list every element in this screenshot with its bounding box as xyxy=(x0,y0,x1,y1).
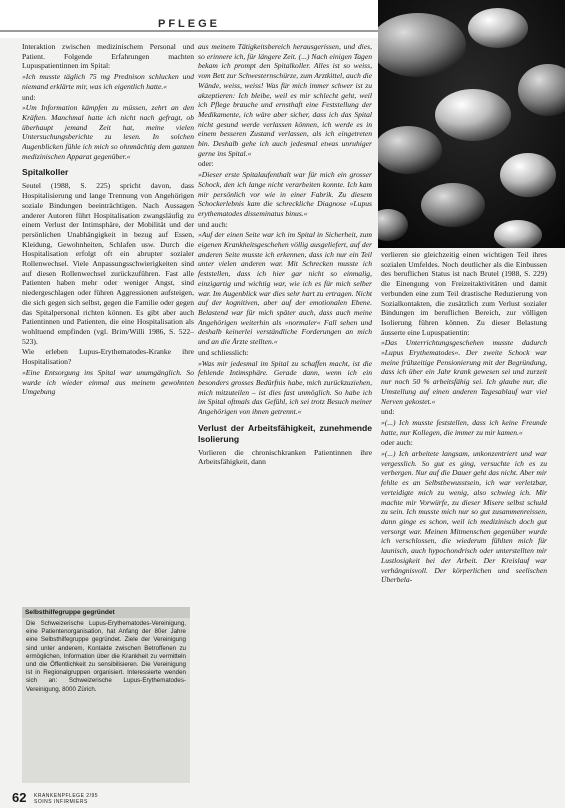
connector-text: und: xyxy=(381,407,395,417)
subheading-arbeitsfaehigkeit: Verlust der Arbeitsfähigkeit, zunehmende Isolierung xyxy=(198,422,372,444)
connector-text: und auch: xyxy=(198,219,228,229)
paragraph: Wie erleben Lupus-Erythematodes-Kranke ihre Hospitalisation? xyxy=(22,347,194,367)
paragraph: Seutel (1988, S. 225) spricht davon, dass Hospitalisierung und lange Trennung von Angehörigen soziale Bindungen beeinträchtigen. Nach Aussagen anderer Autoren führt Hospitalisation zwangsläufig zu einem Verlust der Intimsphäre, der Mobilität und der persönlichen Unabhängigkeit in bezug auf Essen, Kleidung, Gewohnheiten, Schlafen usw. Durch die Hospitalisation erfolgt oft ein abrupter sozialer Rollenwechsel. Viele Anpassungsschwierigkeiten sind auf diesen Rollenwechsel zurückzuführen. Fast alle Patienten haben mehr oder weniger Angst, sind niedergeschlagen oder führen Aggressionen aufsteigen, die sich gegen sich selbst, gegen die Familie oder gegen das Spitalpersonal richten können. Es gibt aber auch Patientinnen und Patienten, die eine Hospitalisation als wohltuend empfinden (vgl. Brim/Willi 1986, S. 522–523). xyxy=(22,181,194,346)
magazine-name-line: KRANKENPFLEGE 2/95 xyxy=(34,793,99,799)
connector-text: oder: xyxy=(198,159,214,169)
magazine-name xyxy=(34,793,98,805)
column-3 xyxy=(381,250,547,790)
quote: »(...) Ich arbeitete langsam, unkonzentriert und war vergesslich. So gut es ging, versuchte ich es zu verbergen. Nur auf die Dauer geht das nicht. Aber mir fehlte es an Selbstbewusstsein, ich war verletzbar, verteidigte mich zu wenig, also schwieg ich. Mir machte mir Vorwürfe, zu dieser Misere selbst schuld zu sein. Ich musste mich nur so gut zusammenreissen, dann ginge es schon, weil ich medizinisch doch gut versorgt war. Meinen Mitmenschen gegenüber wurde ich verschlossen, die wiederum fühlten mich für launisch, auch hypochondrisch oder unterstellten mir Lustlosigkeit bei der Arbeit. Der Kreislauf war verhängnisvoll. Der körperlichen und seelischen Überbela- xyxy=(381,449,547,585)
quote: »Das Unterrichtungsgeschehen musste dadurch »Lupus Erythematodes«. Der zweite Schock war meine frühzeitige Pensionierung mit der Begründung, dass ich über ein Jahr krank gewesen sei und zurzeit nur noch 50 % arbeitsfähig sei. Ich glaube nur, die Umstellung auf einen anderen Tagesablauf war viel Nerven gekostet.« xyxy=(381,338,547,406)
paragraph: Interaktion zwischen medizinischem Personal und Patient. Folgende Erfahrungen machten Lupuspatientinnen im Spital: xyxy=(22,42,194,71)
quote: »Dieser erste Spitalaufenthalt war für mich ein grosser Schock, den ich lange nicht verarbeiten konnte. Ich kam mir persönlich vor wie in einer Fabrik. Zu diesem Schockerlebnis kam die schreckliche Diagnose »Lupus erythematodes disseminatus binus.« xyxy=(198,170,372,218)
info-box-text: Die Schweizerische Lupus-Erythematodes-Vereinigung, eine Patientenorganisation, hat Anfang der 80er Jahre eine Selbsthilfegruppe gegründet. Ziele der Vereinigung sind unter anderem, Kontakte zwischen Betroffenen zu ermöglichen, Information über die Krankheit zu vermitteln und die Öffentlichkeit zu sensibilisieren. Die Vereinigung ist in Regionalgruppen organisiert. Interessierte wenden sich an: Schweizerische Lupus-Erythematodes-Vereinigung, 8000 Zürich. xyxy=(26,620,186,693)
header-rule xyxy=(0,30,378,32)
connector-text: oder auch: xyxy=(381,438,413,448)
footer xyxy=(12,790,372,806)
section-label: PFLEGE xyxy=(157,18,220,30)
magazine-name-line: SOINS INFIRMIERS xyxy=(34,799,88,805)
connector-text: und schliesslich: xyxy=(198,347,249,357)
info-box-title: Selbsthilfegruppe gegründet xyxy=(22,607,190,618)
paragraph: Vorlieren die chronischkranken Patientinnen ihre Arbeitsfähigkeit, dann xyxy=(198,447,372,467)
quote: »Ich musste täglich 75 mg Prednison schlucken und niemand erklärte mir, was ich eigentlich hatte.« xyxy=(22,72,194,91)
quote: »Auf der einen Seite war ich im Spital in Sicherheit, zum eigenen Krankheitsgeschehen völlig ausgeliefert, auf der anderen Seite musste ich erkennen, dass ich nur ein Teil unter vielen anderen war. Mit Schrecken musste ich feststellen, dass ich hier gar nicht so einmalig, einzigartig und wichtig war, wie ich es für mich selber war. Im Augenblick war dies sehr hart zu ertragen. Nicht auf der kognitiven, aber auf der emotionalen Ebene. Belastend war für mich später auch, dass auch meine Angehörigen weiterhin als »normaler« Fall sehen und deshalb keinerlei verständliche Forderungen an mich und an die Ärzte stellten.« xyxy=(198,230,372,347)
column-2 xyxy=(198,42,372,787)
connector-text: und: xyxy=(22,92,36,102)
info-box xyxy=(22,607,190,783)
pills-photo-graphic xyxy=(378,0,565,248)
subheading-spitalkoller: Spitalkoller xyxy=(22,167,69,178)
pills-photo xyxy=(378,0,565,248)
quote: »Was mir jedesmal im Spital zu schaffen macht, ist die fehlende Intimsphäre. Gerade dann, wenn ich ein besonders grosses Bedürfnis habe, mich zurückzuziehen, mich mitzuteilen – ist dies fast unmöglich. So habe ich im Spital oftmals das Gefühl, ich sei trotz Besuch meiner Angehörigen von ihnen getrennt.« xyxy=(198,358,372,417)
quote: »Um Information kämpfen zu müssen, zehrt an den Kräften. Manchmal hatte ich nicht nach gefragt, ob überhaupt jemand Zeit hat, meine vielen Untersuchungsberichte zu lesen. In solchen Augenblicken fühle ich mich so ohnmächtig dem ganzen medizinischen Apparat gegenüber.« xyxy=(22,103,194,161)
paragraph: verlieren sie gleichzeitig einen wichtigen Teil ihres sozialen Umfeldes. Noch deutlicher als die Einbussen des beruflichen Status ist nach Brutel (1988, S. 229) die Einengung von Freizeitaktivitäten und damit verbunden eine zum Teil drastische Reduzierung von Sozialkontakten, die zusätzlich zum Verlust sozialer Bindungen im beruflichen Bereich, zur völligen Isolierung führen können. Zu dieser Belastung äusserte eine Lupuspatientin: xyxy=(381,250,547,337)
quote: »Eine Entsorgung ins Spital war unumgänglich. So wurde ich wieder einmal aus meinem gewohnten Umgebung xyxy=(22,367,194,397)
page-number: 62 xyxy=(12,790,27,805)
quote: »(...) Ich musste feststellen, dass ich keine Freunde hatte, nur Kollegen, die immer zu mir kamen.« xyxy=(381,417,547,437)
column-1 xyxy=(22,42,194,542)
quote: aus meinem Tätigkeitsbereich herausgerissen, und dies, so erinnere ich, für längere Zeit. (...) Nach einigen Tagen bekam ich prompt den Spitalkoller. Alles ist so weiss, vom Bett zur Schwesternschürze, zum Arztkittel, auch die Wände, weiss, weiss! Was für mich immer schwer ist zu akzeptieren: Ich bleibe, weil es mir schlecht geht, weil ich Pflege brauche und ernsthaft eine Feststellung der Medikamente, ich wäre aber sicher, dass ich das Spital nicht gesund werde verlassen können, ich werde es in einem besseren Zustand verlassen, als ich eingetreten bin. Deshalb gehe ich auch jedesmal etwas unruhiger gerne ins Spital.« xyxy=(198,42,372,158)
